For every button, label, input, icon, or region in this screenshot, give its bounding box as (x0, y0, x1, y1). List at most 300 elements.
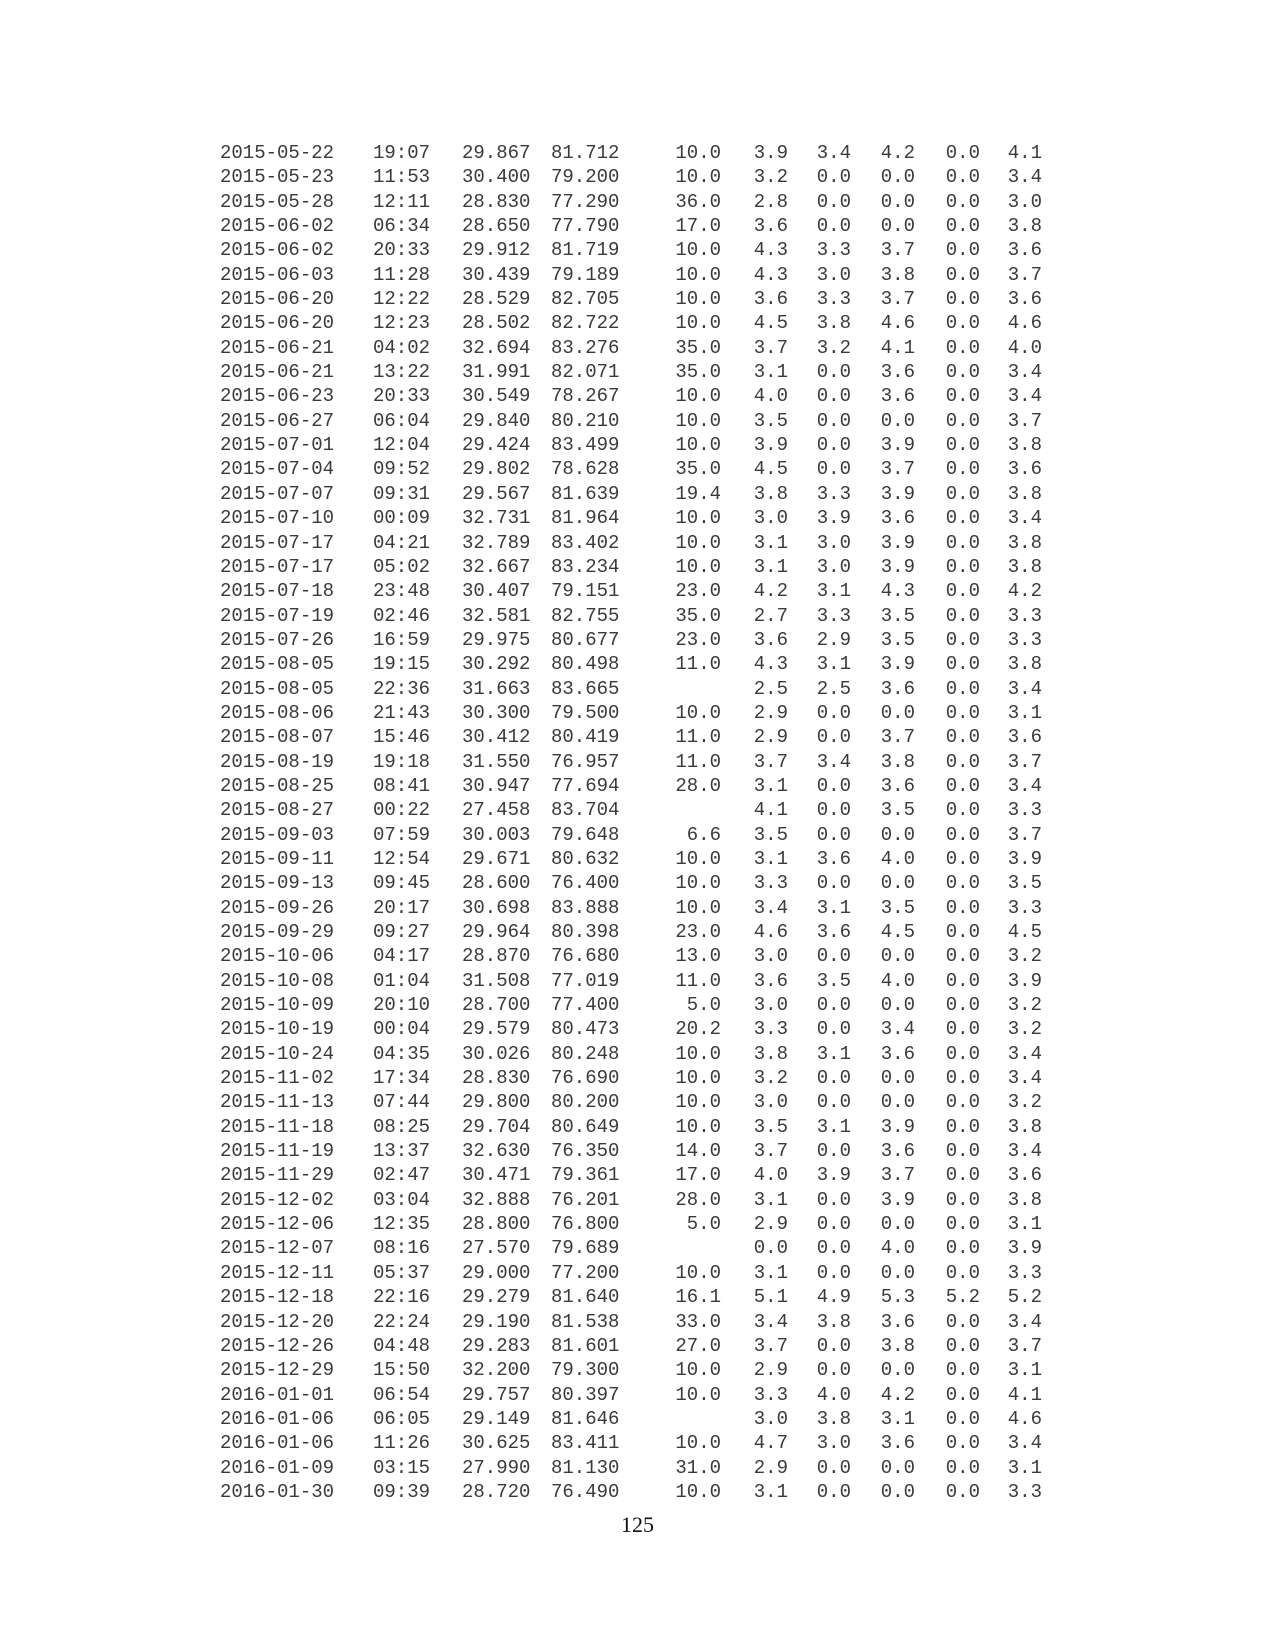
latitude-cell: 29.424 (462, 434, 531, 457)
latitude-cell: 29.704 (462, 1115, 531, 1138)
magnitude-cell-1: 3.1 (753, 847, 788, 870)
magnitude-cell-5: 3.7 (1007, 263, 1042, 286)
magnitude-cell-5: 3.6 (1007, 239, 1042, 262)
magnitude-cell-3: 3.5 (880, 604, 915, 627)
magnitude-cell-2: 0.0 (816, 799, 851, 822)
magnitude-cell-4: 0.0 (945, 896, 980, 919)
depth-cell: 16.1 (675, 1286, 721, 1309)
date-cell: 2015-08-06 (220, 701, 335, 724)
magnitude-cell-2: 3.3 (816, 604, 851, 627)
magnitude-cell-1: 4.1 (753, 799, 788, 822)
depth-cell: 10.0 (675, 1359, 721, 1382)
magnitude-cell-3: 3.8 (880, 263, 915, 286)
magnitude-cell-2: 3.1 (816, 896, 851, 919)
time-cell: 00:22 (373, 799, 431, 822)
magnitude-cell-4: 0.0 (945, 799, 980, 822)
latitude-cell: 32.888 (462, 1188, 531, 1211)
magnitude-cell-3: 3.8 (880, 1334, 915, 1357)
magnitude-cell-1: 3.1 (753, 1261, 788, 1284)
magnitude-cell-1: 3.6 (753, 288, 788, 311)
time-cell: 08:16 (373, 1237, 431, 1260)
time-cell: 02:46 (373, 604, 431, 627)
longitude-cell: 76.201 (551, 1188, 620, 1211)
magnitude-cell-1: 2.9 (753, 726, 788, 749)
latitude-cell: 30.947 (462, 774, 531, 797)
magnitude-cell-2: 3.4 (816, 750, 851, 773)
magnitude-cell-3: 0.0 (880, 1261, 915, 1284)
magnitude-cell-5: 3.4 (1007, 1310, 1042, 1333)
longitude-cell: 83.276 (551, 336, 620, 359)
magnitude-cell-5: 3.1 (1007, 1213, 1042, 1236)
longitude-cell: 81.601 (551, 1334, 620, 1357)
magnitude-cell-1: 3.5 (753, 409, 788, 432)
magnitude-cell-2: 3.0 (816, 555, 851, 578)
magnitude-cell-5: 3.8 (1007, 434, 1042, 457)
latitude-cell: 29.190 (462, 1310, 531, 1333)
magnitude-cell-4: 0.0 (945, 653, 980, 676)
magnitude-cell-5: 3.6 (1007, 288, 1042, 311)
magnitude-cell-3: 3.9 (880, 482, 915, 505)
magnitude-cell-4: 0.0 (945, 604, 980, 627)
magnitude-cell-5: 3.3 (1007, 1261, 1042, 1284)
magnitude-cell-5: 3.1 (1007, 1359, 1042, 1382)
magnitude-cell-2: 2.5 (816, 677, 851, 700)
depth-cell: 20.2 (675, 1018, 721, 1041)
longitude-cell: 83.411 (551, 1432, 620, 1455)
magnitude-cell-4: 0.0 (945, 823, 980, 846)
latitude-cell: 28.529 (462, 288, 531, 311)
time-cell: 12:35 (373, 1213, 431, 1236)
magnitude-cell-3: 3.6 (880, 1310, 915, 1333)
magnitude-cell-3: 0.0 (880, 823, 915, 846)
date-cell: 2015-11-13 (220, 1091, 335, 1114)
magnitude-cell-2: 3.2 (816, 336, 851, 359)
depth-cell: 10.0 (675, 1383, 721, 1406)
magnitude-cell-2: 0.0 (816, 774, 851, 797)
magnitude-cell-2: 0.0 (816, 1018, 851, 1041)
magnitude-cell-4: 0.0 (945, 969, 980, 992)
time-cell: 09:39 (373, 1480, 431, 1503)
depth-cell: 10.0 (675, 142, 721, 164)
date-cell: 2015-06-21 (220, 361, 335, 384)
depth-cell: 10.0 (675, 312, 721, 335)
magnitude-cell-2: 0.0 (816, 385, 851, 408)
longitude-cell: 80.498 (551, 653, 620, 676)
magnitude-cell-1: 3.2 (753, 166, 788, 189)
date-cell: 2015-12-18 (220, 1286, 335, 1309)
magnitude-cell-1: 3.0 (753, 1407, 788, 1430)
magnitude-cell-3: 0.0 (880, 872, 915, 895)
longitude-cell: 79.300 (551, 1359, 620, 1382)
magnitude-cell-3: 3.1 (880, 1407, 915, 1430)
magnitude-cell-5: 3.4 (1007, 774, 1042, 797)
magnitude-cell-5: 3.1 (1007, 1456, 1042, 1479)
magnitude-cell-1: 3.6 (753, 628, 788, 651)
time-cell: 23:48 (373, 580, 431, 603)
date-cell: 2015-08-07 (220, 726, 335, 749)
latitude-cell: 30.698 (462, 896, 531, 919)
magnitude-cell-2: 3.3 (816, 288, 851, 311)
depth-cell: 11.0 (675, 969, 721, 992)
date-cell: 2015-10-24 (220, 1042, 335, 1065)
latitude-cell: 32.789 (462, 531, 531, 554)
magnitude-cell-5: 3.4 (1007, 1042, 1042, 1065)
date-cell: 2015-06-02 (220, 215, 335, 238)
magnitude-cell-5: 3.8 (1007, 215, 1042, 238)
magnitude-cell-1: 3.6 (753, 215, 788, 238)
depth-cell: 19.4 (675, 482, 721, 505)
magnitude-cell-3: 3.6 (880, 507, 915, 530)
magnitude-cell-3: 4.5 (880, 921, 915, 943)
latitude-cell: 27.990 (462, 1456, 531, 1479)
date-cell: 2015-06-03 (220, 263, 335, 286)
date-cell: 2015-05-22 (220, 142, 335, 164)
depth-cell: 28.0 (675, 1188, 721, 1211)
longitude-cell: 79.361 (551, 1164, 620, 1187)
magnitude-cell-2: 2.9 (816, 628, 851, 651)
magnitude-cell-4: 0.0 (945, 1042, 980, 1065)
magnitude-cell-2: 3.1 (816, 580, 851, 603)
time-cell: 05:02 (373, 555, 431, 578)
depth-cell: 10.0 (675, 531, 721, 554)
time-cell: 04:35 (373, 1042, 431, 1065)
magnitude-cell-2: 3.1 (816, 1042, 851, 1065)
magnitude-cell-4: 0.0 (945, 1432, 980, 1455)
date-cell: 2015-12-26 (220, 1334, 335, 1357)
latitude-cell: 31.550 (462, 750, 531, 773)
depth-cell: 10.0 (675, 1042, 721, 1065)
magnitude-cell-1: 3.1 (753, 1480, 788, 1503)
magnitude-cell-2: 0.0 (816, 361, 851, 384)
magnitude-cell-5: 3.7 (1007, 750, 1042, 773)
depth-cell: 10.0 (675, 385, 721, 408)
longitude-cell: 83.665 (551, 677, 620, 700)
date-cell: 2016-01-06 (220, 1432, 335, 1455)
magnitude-cell-4: 0.0 (945, 1164, 980, 1187)
longitude-cell: 79.689 (551, 1237, 620, 1260)
magnitude-cell-5: 3.9 (1007, 1237, 1042, 1260)
date-cell: 2015-11-02 (220, 1067, 335, 1090)
date-cell: 2015-05-23 (220, 166, 335, 189)
time-cell: 03:04 (373, 1188, 431, 1211)
magnitude-cell-3: 3.5 (880, 799, 915, 822)
magnitude-cell-2: 3.9 (816, 1164, 851, 1187)
magnitude-cell-3: 0.0 (880, 994, 915, 1017)
magnitude-cell-4: 0.0 (945, 434, 980, 457)
latitude-cell: 32.581 (462, 604, 531, 627)
depth-cell: 10.0 (675, 409, 721, 432)
depth-cell: 10.0 (675, 166, 721, 189)
magnitude-cell-4: 0.0 (945, 215, 980, 238)
magnitude-cell-5: 3.6 (1007, 458, 1042, 481)
magnitude-cell-5: 3.7 (1007, 823, 1042, 846)
magnitude-cell-5: 4.6 (1007, 1407, 1042, 1430)
longitude-cell: 77.790 (551, 215, 620, 238)
magnitude-cell-3: 3.6 (880, 385, 915, 408)
latitude-cell: 30.412 (462, 726, 531, 749)
time-cell: 03:15 (373, 1456, 431, 1479)
magnitude-cell-3: 0.0 (880, 945, 915, 968)
magnitude-cell-5: 3.2 (1007, 994, 1042, 1017)
magnitude-cell-5: 4.0 (1007, 336, 1042, 359)
date-cell: 2015-11-19 (220, 1140, 335, 1163)
depth-cell: 17.0 (675, 1164, 721, 1187)
magnitude-cell-2: 0.0 (816, 409, 851, 432)
magnitude-cell-3: 3.9 (880, 434, 915, 457)
magnitude-cell-5: 3.4 (1007, 677, 1042, 700)
date-cell: 2015-06-20 (220, 288, 335, 311)
magnitude-cell-4: 0.0 (945, 1334, 980, 1357)
longitude-cell: 80.200 (551, 1091, 620, 1114)
magnitude-cell-1: 3.5 (753, 1115, 788, 1138)
date-cell: 2015-12-02 (220, 1188, 335, 1211)
magnitude-cell-4: 0.0 (945, 142, 980, 164)
latitude-cell: 30.471 (462, 1164, 531, 1187)
time-cell: 16:59 (373, 628, 431, 651)
time-cell: 22:16 (373, 1286, 431, 1309)
time-cell: 08:25 (373, 1115, 431, 1138)
magnitude-cell-3: 3.5 (880, 896, 915, 919)
depth-cell: 10.0 (675, 1067, 721, 1090)
depth-cell: 10.0 (675, 1091, 721, 1114)
magnitude-cell-5: 3.4 (1007, 361, 1042, 384)
date-cell: 2015-06-27 (220, 409, 335, 432)
longitude-cell: 78.628 (551, 458, 620, 481)
magnitude-cell-5: 3.9 (1007, 969, 1042, 992)
magnitude-cell-1: 3.4 (753, 1310, 788, 1333)
date-cell: 2015-09-29 (220, 921, 335, 943)
magnitude-cell-3: 3.9 (880, 1115, 915, 1138)
magnitude-cell-1: 2.9 (753, 701, 788, 724)
longitude-cell: 80.419 (551, 726, 620, 749)
longitude-cell: 81.538 (551, 1310, 620, 1333)
date-cell: 2015-07-01 (220, 434, 335, 457)
magnitude-cell-2: 4.0 (816, 1383, 851, 1406)
magnitude-cell-5: 3.4 (1007, 1140, 1042, 1163)
date-cell: 2015-10-08 (220, 969, 335, 992)
latitude-cell: 28.700 (462, 994, 531, 1017)
depth-cell: 10.0 (675, 555, 721, 578)
latitude-cell: 29.757 (462, 1383, 531, 1406)
magnitude-cell-2: 0.0 (816, 701, 851, 724)
longitude-cell: 76.490 (551, 1480, 620, 1503)
magnitude-cell-1: 4.2 (753, 580, 788, 603)
depth-cell: 35.0 (675, 458, 721, 481)
latitude-cell: 31.663 (462, 677, 531, 700)
magnitude-cell-4: 0.0 (945, 482, 980, 505)
magnitude-cell-2: 3.0 (816, 531, 851, 554)
date-cell: 2015-10-06 (220, 945, 335, 968)
longitude-cell: 82.755 (551, 604, 620, 627)
magnitude-cell-1: 3.2 (753, 1067, 788, 1090)
depth-cell: 6.6 (686, 823, 721, 846)
magnitude-cell-3: 3.5 (880, 628, 915, 651)
magnitude-cell-1: 4.5 (753, 312, 788, 335)
date-cell: 2015-07-26 (220, 628, 335, 651)
magnitude-cell-1: 4.0 (753, 1164, 788, 1187)
magnitude-cell-1: 3.1 (753, 361, 788, 384)
magnitude-cell-4: 0.0 (945, 677, 980, 700)
date-cell: 2016-01-30 (220, 1480, 335, 1503)
magnitude-cell-3: 4.2 (880, 1383, 915, 1406)
magnitude-cell-3: 5.3 (880, 1286, 915, 1309)
magnitude-cell-1: 0.0 (753, 1237, 788, 1260)
magnitude-cell-3: 3.7 (880, 288, 915, 311)
date-cell: 2015-07-10 (220, 507, 335, 530)
latitude-cell: 29.567 (462, 482, 531, 505)
magnitude-cell-4: 0.0 (945, 1140, 980, 1163)
magnitude-cell-4: 0.0 (945, 750, 980, 773)
magnitude-cell-3: 3.9 (880, 1188, 915, 1211)
magnitude-cell-2: 0.0 (816, 166, 851, 189)
date-cell: 2015-10-09 (220, 994, 335, 1017)
longitude-cell: 77.290 (551, 190, 620, 213)
time-cell: 04:02 (373, 336, 431, 359)
latitude-cell: 29.975 (462, 628, 531, 651)
latitude-cell: 29.802 (462, 458, 531, 481)
magnitude-cell-3: 3.6 (880, 1432, 915, 1455)
magnitude-cell-3: 4.0 (880, 847, 915, 870)
magnitude-cell-1: 3.9 (753, 142, 788, 164)
longitude-cell: 81.719 (551, 239, 620, 262)
date-cell: 2015-08-05 (220, 653, 335, 676)
time-cell: 09:27 (373, 921, 431, 943)
latitude-cell: 30.003 (462, 823, 531, 846)
time-cell: 07:59 (373, 823, 431, 846)
magnitude-cell-3: 4.1 (880, 336, 915, 359)
date-cell: 2015-05-28 (220, 190, 335, 213)
depth-cell: 10.0 (675, 1115, 721, 1138)
latitude-cell: 29.279 (462, 1286, 531, 1309)
magnitude-cell-3: 0.0 (880, 1067, 915, 1090)
magnitude-cell-4: 0.0 (945, 1188, 980, 1211)
magnitude-cell-4: 0.0 (945, 531, 980, 554)
magnitude-cell-2: 3.0 (816, 263, 851, 286)
magnitude-cell-3: 0.0 (880, 1091, 915, 1114)
date-cell: 2015-09-11 (220, 847, 335, 870)
magnitude-cell-2: 3.9 (816, 507, 851, 530)
latitude-cell: 30.026 (462, 1042, 531, 1065)
magnitude-cell-5: 3.0 (1007, 190, 1042, 213)
depth-cell: 23.0 (675, 628, 721, 651)
magnitude-cell-2: 0.0 (816, 458, 851, 481)
date-cell: 2015-07-07 (220, 482, 335, 505)
latitude-cell: 30.625 (462, 1432, 531, 1455)
latitude-cell: 29.579 (462, 1018, 531, 1041)
magnitude-cell-4: 0.0 (945, 263, 980, 286)
depth-cell: 5.0 (686, 1213, 721, 1236)
latitude-cell: 29.149 (462, 1407, 531, 1430)
magnitude-cell-3: 3.6 (880, 361, 915, 384)
longitude-cell: 83.499 (551, 434, 620, 457)
depth-cell: 33.0 (675, 1310, 721, 1333)
depth-cell: 10.0 (675, 872, 721, 895)
magnitude-cell-4: 0.0 (945, 1407, 980, 1430)
depth-cell: 10.0 (675, 1432, 721, 1455)
magnitude-cell-1: 5.1 (753, 1286, 788, 1309)
magnitude-cell-2: 3.8 (816, 1407, 851, 1430)
magnitude-cell-2: 3.3 (816, 482, 851, 505)
longitude-cell: 76.400 (551, 872, 620, 895)
magnitude-cell-4: 0.0 (945, 288, 980, 311)
longitude-cell: 80.210 (551, 409, 620, 432)
time-cell: 19:15 (373, 653, 431, 676)
magnitude-cell-4: 0.0 (945, 458, 980, 481)
magnitude-cell-1: 3.0 (753, 945, 788, 968)
time-cell: 12:23 (373, 312, 431, 335)
longitude-cell: 81.712 (551, 142, 620, 164)
magnitude-cell-1: 3.3 (753, 1383, 788, 1406)
magnitude-cell-2: 3.1 (816, 653, 851, 676)
longitude-cell: 83.888 (551, 896, 620, 919)
time-cell: 13:22 (373, 361, 431, 384)
magnitude-cell-5: 3.3 (1007, 628, 1042, 651)
magnitude-cell-5: 3.8 (1007, 482, 1042, 505)
date-cell: 2015-07-17 (220, 555, 335, 578)
longitude-cell: 79.648 (551, 823, 620, 846)
magnitude-cell-1: 3.1 (753, 1188, 788, 1211)
magnitude-cell-4: 0.0 (945, 336, 980, 359)
magnitude-cell-4: 0.0 (945, 1115, 980, 1138)
date-cell: 2015-10-19 (220, 1018, 335, 1041)
magnitude-cell-5: 3.2 (1007, 945, 1042, 968)
magnitude-cell-5: 3.3 (1007, 799, 1042, 822)
magnitude-cell-2: 0.0 (816, 1480, 851, 1503)
date-cell: 2015-12-07 (220, 1237, 335, 1260)
magnitude-cell-5: 4.2 (1007, 580, 1042, 603)
magnitude-cell-3: 3.6 (880, 1140, 915, 1163)
magnitude-cell-2: 3.4 (816, 142, 851, 164)
date-cell: 2015-08-19 (220, 750, 335, 773)
depth-cell: 36.0 (675, 190, 721, 213)
longitude-cell: 81.639 (551, 482, 620, 505)
depth-cell: 35.0 (675, 604, 721, 627)
magnitude-cell-4: 0.0 (945, 1480, 980, 1503)
longitude-cell: 81.646 (551, 1407, 620, 1430)
magnitude-cell-2: 3.0 (816, 1432, 851, 1455)
date-cell: 2015-07-04 (220, 458, 335, 481)
magnitude-cell-5: 3.6 (1007, 726, 1042, 749)
magnitude-cell-4: 0.0 (945, 1261, 980, 1284)
date-cell: 2015-06-20 (220, 312, 335, 335)
depth-cell: 10.0 (675, 263, 721, 286)
time-cell: 11:28 (373, 263, 431, 286)
time-cell: 17:34 (373, 1067, 431, 1090)
longitude-cell: 83.704 (551, 799, 620, 822)
magnitude-cell-1: 2.9 (753, 1359, 788, 1382)
longitude-cell: 76.690 (551, 1067, 620, 1090)
magnitude-cell-4: 0.0 (945, 507, 980, 530)
latitude-cell: 28.830 (462, 1067, 531, 1090)
magnitude-cell-4: 0.0 (945, 1456, 980, 1479)
magnitude-cell-5: 3.4 (1007, 1432, 1042, 1455)
magnitude-cell-1: 3.8 (753, 1042, 788, 1065)
magnitude-cell-4: 0.0 (945, 1310, 980, 1333)
magnitude-cell-2: 0.0 (816, 1140, 851, 1163)
depth-cell: 27.0 (675, 1334, 721, 1357)
magnitude-cell-3: 3.8 (880, 750, 915, 773)
time-cell: 04:17 (373, 945, 431, 968)
date-cell: 2015-07-17 (220, 531, 335, 554)
magnitude-cell-2: 0.0 (816, 994, 851, 1017)
longitude-cell: 77.200 (551, 1261, 620, 1284)
date-cell: 2015-12-20 (220, 1310, 335, 1333)
depth-cell: 10.0 (675, 847, 721, 870)
longitude-cell: 76.957 (551, 750, 620, 773)
magnitude-cell-4: 0.0 (945, 580, 980, 603)
time-cell: 12:22 (373, 288, 431, 311)
time-cell: 22:24 (373, 1310, 431, 1333)
